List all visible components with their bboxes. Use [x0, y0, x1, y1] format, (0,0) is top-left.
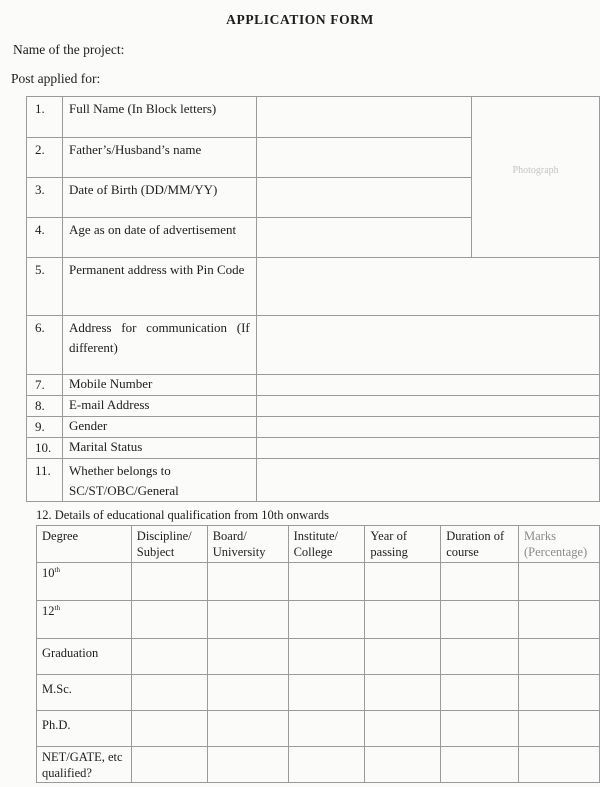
field-label-father-husband-name: Father’s/Husband’s name — [62, 138, 256, 178]
photograph-box[interactable] — [472, 97, 600, 258]
photograph-label: Photograph — [512, 165, 559, 176]
entry-cell[interactable] — [441, 639, 519, 675]
entry-cell[interactable] — [365, 563, 441, 601]
table-row — [37, 563, 600, 601]
field-label-date-of-birth: Date of Birth (DD/MM/YY) — [62, 178, 256, 218]
entry-cell[interactable] — [288, 711, 365, 747]
row-number: 9. — [27, 417, 63, 438]
field-label-permanent-address: Permanent address with Pin Code — [62, 258, 256, 316]
degree-phd: Ph.D. — [37, 711, 132, 747]
entry-cell[interactable] — [207, 675, 288, 711]
row-number: 4. — [27, 218, 63, 258]
entry-cell[interactable] — [288, 639, 365, 675]
row-number: 6. — [27, 316, 63, 375]
entry-cell[interactable] — [365, 747, 441, 783]
entry-cell[interactable] — [441, 601, 519, 639]
entry-cell[interactable] — [288, 675, 365, 711]
table-row — [37, 747, 600, 783]
entry-cell[interactable] — [131, 563, 207, 601]
entry-cell-full-name[interactable] — [256, 97, 471, 138]
entry-cell[interactable] — [131, 639, 207, 675]
row-number: 10. — [27, 438, 63, 459]
entry-cell[interactable] — [288, 747, 365, 783]
entry-cell-age[interactable] — [256, 218, 471, 258]
entry-cell[interactable] — [519, 675, 600, 711]
header-degree: Degree — [37, 526, 132, 563]
row-number: 5. — [27, 258, 63, 316]
entry-cell[interactable] — [365, 711, 441, 747]
degree-msc: M.Sc. — [37, 675, 132, 711]
header-duration: Duration of course — [441, 526, 519, 563]
field-label-mobile-number: Mobile Number — [62, 375, 256, 396]
table-row — [27, 316, 600, 375]
row-number: 2. — [27, 138, 63, 178]
entry-cell[interactable] — [207, 601, 288, 639]
table-header-row — [37, 526, 600, 563]
field-label-marital-status: Marital Status — [62, 438, 256, 459]
entry-cell-communication-address[interactable] — [256, 316, 599, 375]
header-discipline: Discipline/ Subject — [131, 526, 207, 563]
field-label-full-name: Full Name (In Block letters) — [62, 97, 256, 138]
table-row — [37, 601, 600, 639]
entry-cell-father-husband-name[interactable] — [256, 138, 471, 178]
table-row — [37, 675, 600, 711]
entry-cell[interactable] — [519, 747, 600, 783]
table-row — [37, 639, 600, 675]
entry-cell[interactable] — [207, 747, 288, 783]
entry-cell[interactable] — [519, 711, 600, 747]
degree-net-gate: NET/GATE, etc qualified? — [37, 747, 132, 783]
row-number: 11. — [27, 459, 63, 502]
entry-cell[interactable] — [131, 711, 207, 747]
entry-cell[interactable] — [207, 639, 288, 675]
entry-cell-gender[interactable] — [256, 417, 599, 438]
entry-cell[interactable] — [519, 563, 600, 601]
field-label-gender: Gender — [62, 417, 256, 438]
entry-cell[interactable] — [207, 563, 288, 601]
entry-cell-category[interactable] — [256, 459, 599, 502]
personal-details-table — [26, 96, 600, 502]
field-label-communication-address: Address for communication (If different) — [62, 316, 256, 375]
entry-cell-date-of-birth[interactable] — [256, 178, 471, 218]
entry-cell[interactable] — [441, 563, 519, 601]
entry-cell[interactable] — [288, 601, 365, 639]
entry-cell[interactable] — [131, 747, 207, 783]
project-name-label: Name of the project: — [13, 42, 125, 57]
row-number: 7. — [27, 375, 63, 396]
education-table — [36, 525, 600, 783]
entry-cell[interactable] — [131, 675, 207, 711]
table-row — [27, 417, 600, 438]
table-row — [27, 258, 600, 316]
entry-cell[interactable] — [519, 601, 600, 639]
form-title: APPLICATION FORM — [226, 12, 374, 27]
field-label-age: Age as on date of advertisement — [62, 218, 256, 258]
table-row — [27, 438, 600, 459]
entry-cell[interactable] — [365, 639, 441, 675]
field-label-category: Whether belongs to SC/ST/OBC/General — [62, 459, 256, 502]
table-row — [27, 375, 600, 396]
degree-graduation: Graduation — [37, 639, 132, 675]
entry-cell-permanent-address[interactable] — [256, 258, 599, 316]
entry-cell-email-address[interactable] — [256, 396, 599, 417]
table-row — [37, 711, 600, 747]
entry-cell[interactable] — [441, 711, 519, 747]
field-label-email-address: E-mail Address — [62, 396, 256, 417]
entry-cell[interactable] — [288, 563, 365, 601]
post-applied-label: Post applied for: — [11, 71, 101, 86]
degree-12th: 12th — [37, 601, 132, 639]
header-year: Year of passing — [365, 526, 441, 563]
header-board: Board/ University — [207, 526, 288, 563]
entry-cell[interactable] — [365, 601, 441, 639]
entry-cell[interactable] — [365, 675, 441, 711]
degree-10th: 10th — [37, 563, 132, 601]
header-institute: Institute/ College — [288, 526, 365, 563]
entry-cell-mobile-number[interactable] — [256, 375, 599, 396]
entry-cell[interactable] — [131, 601, 207, 639]
entry-cell[interactable] — [207, 711, 288, 747]
row-number: 1. — [27, 97, 63, 138]
entry-cell[interactable] — [519, 639, 600, 675]
table-row — [27, 396, 600, 417]
header-marks: Marks (Percentage) — [519, 526, 600, 563]
table-row — [27, 97, 600, 138]
entry-cell[interactable] — [441, 747, 519, 783]
entry-cell-marital-status[interactable] — [256, 438, 599, 459]
table-row — [27, 459, 600, 502]
row-number: 3. — [27, 178, 63, 218]
education-section-heading: 12. Details of educational qualification from 10th onwards — [36, 508, 329, 522]
row-number: 8. — [27, 396, 63, 417]
entry-cell[interactable] — [441, 675, 519, 711]
